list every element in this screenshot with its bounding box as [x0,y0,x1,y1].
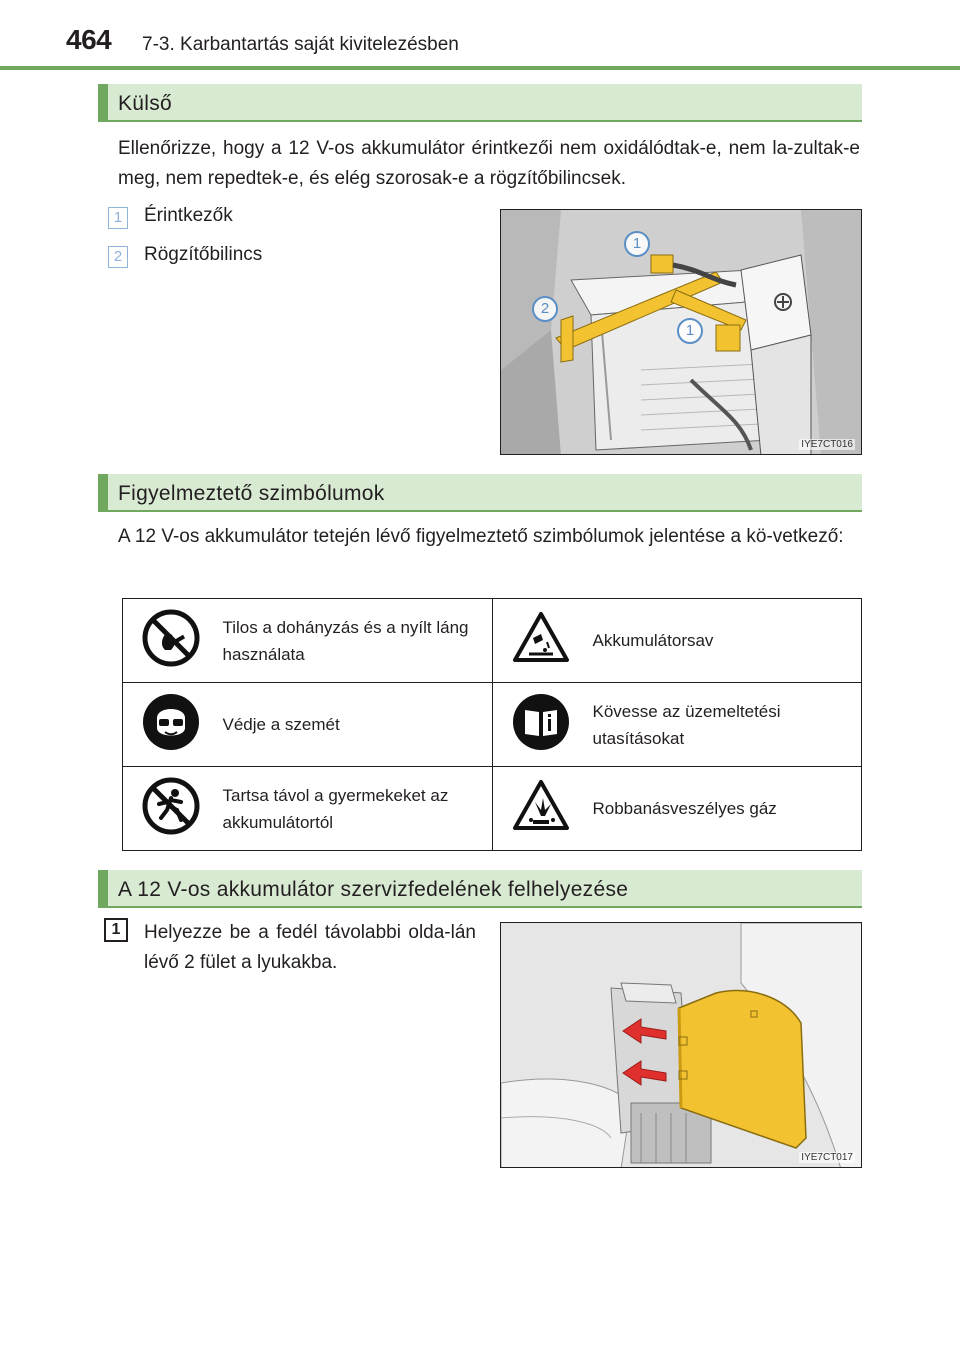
symbol-text: Akkumulátorsav [589,599,862,683]
item-label-clamp: Rögzítőbilincs [144,244,263,265]
table-row [123,683,862,767]
service-cover-figure [500,922,862,1168]
figure-code: IYE7CT017 [801,1152,853,1163]
page-number: 464 [66,24,112,55]
symbol-icon-cell [493,683,589,767]
symbol-icon-cell [493,599,589,683]
callout-terminal: 1 [677,318,703,344]
battery-acid-icon [511,608,571,668]
exterior-paragraph: Ellenőrizze, hogy a 12 V-os akkumulátor érintkezői nem oxidálódtak-e, nem la-zultak-e meg, nem repedtek-e, és elég szorosak-e a rögzítőbilincsek. [118,138,860,189]
figure-code: IYE7CT016 [801,439,853,450]
item-label-terminals: Érintkezők [144,205,233,226]
symbol-icon-cell [123,767,219,851]
symbol-text: Tilos a dohányzás és a nyílt láng használata [219,599,493,683]
item-number: 2 [108,246,128,268]
section-heading-exterior [98,84,862,122]
section-title: Figyelmeztető szimbólumok [118,482,385,505]
manual-info-icon [511,692,571,752]
section-title: A 12 V-os akkumulátor szervizfedelének felhelyezése [118,878,629,901]
section-heading-warnings [98,474,862,512]
callout-clamp: 2 [532,296,558,322]
symbol-text: Tartsa távol a gyermekeket az akkumulátortól [219,767,493,851]
table-row [123,599,862,683]
explosive-gas-icon [511,776,571,836]
table-row [123,767,862,851]
symbol-icon-cell [493,767,589,851]
keep-children-away-icon [141,776,201,836]
item-number: 1 [108,207,128,229]
step-text: Helyezze be a fedél távolabbi olda-lán lévő 2 fület a lyukakba. [144,922,476,973]
no-smoking-flame-icon [141,608,201,668]
symbol-text: Védje a szemét [219,683,493,767]
symbol-text: Kövesse az üzemeltetési utasításokat [589,683,862,767]
callout-terminal: 1 [624,231,650,257]
section-heading-cover [98,870,862,908]
step-number: 1 [104,918,128,942]
symbol-text: Robbanásveszélyes gáz [589,767,862,851]
section-title: Külső [118,92,173,115]
service-cover-illustration [501,923,862,1168]
symbol-icon-cell [123,599,219,683]
warning-symbols-table [122,598,862,851]
warnings-paragraph: A 12 V-os akkumulátor tetején lévő figyelmeztető szimbólumok jelentése a kö-vetkező: [118,526,844,547]
symbol-icon-cell [123,683,219,767]
header-rule [0,66,960,70]
chapter-title: 7-3. Karbantartás saját kivitelezésben [142,34,459,55]
eye-protection-icon [141,692,201,752]
battery-figure [500,209,862,455]
